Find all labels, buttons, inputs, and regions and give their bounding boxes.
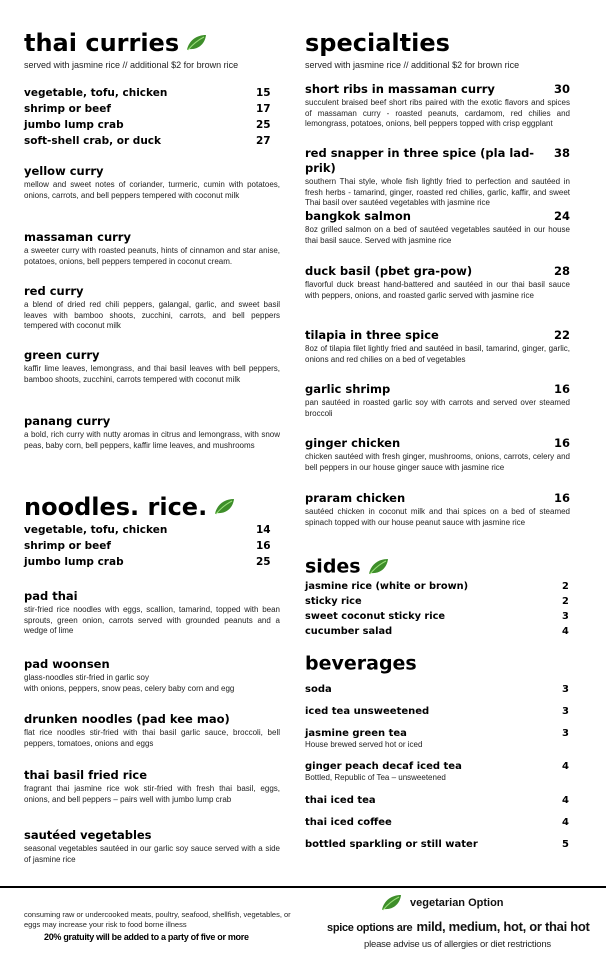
- item-desc: flat rice noodles stir-fried with thai basil garlic sauce, broccoli, bell peppers, tomatoes, onions and eggs: [24, 728, 280, 748]
- item-desc: kaffir lime leaves, lemongrass, and thai basil leaves with bell peppers, bamboo shoots, zucchini, carrots tempered with coconut milk: [24, 364, 280, 384]
- menu-item-garlic-shrimp: [305, 382, 570, 419]
- item-price: 38: [553, 146, 570, 160]
- item-price: 24: [553, 209, 570, 223]
- beverage-row: thai iced tea 4: [305, 795, 569, 806]
- item-desc: southern Thai style, whole fish lightly fried to perfection and sautéed in fresh herbs - tamarind, ginger, roasted red chilies, garlic, kaffir, and sweet Thai basil over sautéed vegetables with jasmine rice: [305, 177, 570, 207]
- noodles-price-list: [24, 522, 280, 570]
- beverage-row: ginger peach decaf iced tea 4 Bottled, Republic of Tea – unsweetened: [305, 761, 569, 782]
- sides-title: sides: [305, 555, 389, 578]
- menu-item-duck-basil: [305, 264, 570, 301]
- curries-price-list: [24, 85, 280, 149]
- item-name: pad thai: [24, 589, 78, 603]
- item-desc: pan sautéed in roasted garlic soy with carrots and served over steamed broccoli: [305, 398, 570, 418]
- item-price: 16: [553, 436, 570, 450]
- side-row: jasmine rice (white or brown) 2: [305, 581, 569, 592]
- item-desc: mellow and sweet notes of coriander, turmeric, cumin with potatoes, onions, carrots, and bell peppers tempered with coconut milk: [24, 180, 280, 200]
- spice-prefix: spice options are: [327, 922, 413, 934]
- side-row: sticky rice 2: [305, 596, 569, 607]
- item-name: red snapper in three spice (pla lad-prik): [305, 146, 535, 175]
- item-name: pad woonsen: [24, 657, 110, 671]
- item-name: short ribs in massaman curry: [305, 82, 495, 96]
- item-desc: sautéed chicken in coconut milk and thai spices on a bed of steamed spinach topped with our house peanut sauce with jasmine rice: [305, 507, 570, 527]
- menu-item-drunken-noodles: [24, 712, 280, 749]
- spice-levels: mild, medium, hot, or thai hot: [416, 919, 590, 934]
- item-name: sautéed vegetables: [24, 828, 152, 842]
- price-row: jumbo lump crab 25: [24, 119, 271, 131]
- item-desc: fragrant thai jasmine rice wok stir-fried with fresh thai basil, eggs, onions, and bell peppers – pairs well with jumbo lump crab: [24, 784, 280, 804]
- beverage-row: thai iced coffee 4: [305, 817, 569, 828]
- item-desc: a blend of dried red chili peppers, galangal, garlic, and sweet basil leaves with bamboo shoots, zucchini, carrots, and bell peppers tempered with coconut milk: [24, 300, 280, 330]
- vegetarian-label: vegetarian Option: [410, 897, 504, 909]
- leaf-icon: [185, 34, 207, 52]
- beverages-title: beverages: [305, 652, 417, 675]
- footer-divider: [0, 886, 606, 888]
- item-desc: 8oz of tilapia filet lightly fried and sautéed in basil, tamarind, ginger, garlic, onions and red chilies on a bed of vegetables: [305, 344, 570, 364]
- menu-item-tilapia: [305, 328, 570, 365]
- item-name: panang curry: [24, 414, 111, 428]
- menu-item-bangkok-salmon: [305, 209, 570, 246]
- allergy-notice: please advise us of allergies or diet restrictions: [364, 939, 551, 950]
- item-desc: glass-noodles stir-fried in garlic soy with onions, peppers, snow peas, celery baby corn and egg: [24, 673, 235, 693]
- item-desc: a bold, rich curry with nutty aromas in citrus and lemongrass, with snow peas, baby corn, bell peppers, kaffir lime leaves, and mushrooms: [24, 430, 280, 450]
- menu-item-yellow-curry: [24, 164, 280, 201]
- item-name: bangkok salmon: [305, 209, 411, 223]
- side-row: sweet coconut sticky rice 3: [305, 611, 569, 622]
- price-row: jumbo lump crab 25: [24, 556, 271, 568]
- specialties-title: specialties: [305, 29, 450, 57]
- item-name: massaman curry: [24, 230, 131, 244]
- item-desc: succulent braised beef short ribs paired with the exotic flavors and spices of massaman curry - roasted peanuts, cardamom, red chilies and lemongrass, potatoes, onions, bell peppers topped with crisp eggplant: [305, 98, 570, 128]
- menu-item-pad-woonsen: [24, 657, 280, 694]
- price-row: soft-shell crab, or duck 27: [24, 135, 271, 147]
- beverage-row: bottled sparkling or still water 5: [305, 839, 569, 850]
- beverage-sub: House brewed served hot or iced: [305, 740, 423, 749]
- price-row: shrimp or beef 17: [24, 103, 271, 115]
- menu-item-pad-thai: [24, 589, 280, 637]
- beverage-sub: Bottled, Republic of Tea – unsweetened: [305, 773, 446, 782]
- specialties-note: served with jasmine rice // additional $2 for brown rice: [305, 60, 520, 70]
- price-row: vegetable, tofu, chicken 15: [24, 87, 271, 99]
- beverage-row: soda 3: [305, 684, 569, 695]
- menu-item-red-curry: [24, 284, 280, 332]
- price-row: vegetable, tofu, chicken 14: [24, 524, 271, 536]
- food-safety-warning: consuming raw or undercooked meats, poultry, seafood, shellfish, vegetables, or eggs may increase your risk to food borne illness: [24, 910, 291, 929]
- price-row: shrimp or beef 16: [24, 540, 271, 552]
- item-name: garlic shrimp: [305, 382, 391, 396]
- leaf-icon: [367, 558, 389, 576]
- leaf-icon: [213, 498, 235, 516]
- menu-item-red-snapper: [305, 146, 570, 209]
- gratuity-notice: 20% gratuity will be added to a party of five or more: [44, 932, 249, 942]
- item-name: drunken noodles (pad kee mao): [24, 712, 230, 726]
- item-desc: seasonal vegetables sautéed in our garlic soy sauce served with a side of jasmine rice: [24, 844, 280, 864]
- menu-item-ginger-chicken: [305, 436, 570, 473]
- item-name: ginger chicken: [305, 436, 401, 450]
- menu-item-praram-chicken: [305, 491, 570, 528]
- item-name: red curry: [24, 284, 84, 298]
- item-name: thai basil fried rice: [24, 768, 147, 782]
- beverage-row: iced tea unsweetened 3: [305, 706, 569, 717]
- curries-title: thai curries: [24, 28, 207, 57]
- side-row: cucumber salad 4: [305, 626, 569, 637]
- item-price: 30: [553, 82, 570, 96]
- item-price: 16: [553, 382, 570, 396]
- beverage-row: jasmine green tea 3 House brewed served hot or iced: [305, 728, 569, 749]
- menu-item-panang-curry: [24, 414, 280, 451]
- leaf-icon: [380, 894, 402, 912]
- item-name: tilapia in three spice: [305, 328, 439, 342]
- item-desc: 8oz grilled salmon on a bed of sautéed vegetables sautéed in our house thai basil sauce. Served with jasmine rice: [305, 225, 570, 245]
- item-price: 28: [553, 264, 570, 278]
- item-price: 16: [553, 491, 570, 505]
- item-desc: flavorful duck breast hand-battered and sautéed in our thai basil sauce with peppers, onions, and roasted garlic served with jasmine rice: [305, 280, 570, 300]
- spice-options: [327, 918, 590, 936]
- item-name: yellow curry: [24, 164, 104, 178]
- item-name: duck basil (pbet gra-pow): [305, 264, 473, 278]
- item-desc: a sweeter curry with roasted peanuts, hints of cinnamon and star anise, potatoes, onions, bell peppers tempered in coconut cream.: [24, 246, 280, 266]
- vegetarian-legend: [380, 894, 504, 912]
- menu-item-thai-basil-fried-rice: [24, 768, 280, 805]
- menu-item-short-ribs: [305, 82, 570, 130]
- menu-item-sauteed-vegetables: [24, 828, 280, 865]
- item-desc: chicken sautéed with fresh ginger, mushrooms, onions, carrots, celery and bell peppers in our house ginger sauce with jasmine rice: [305, 452, 570, 472]
- noodles-title: noodles. rice.: [24, 492, 235, 521]
- item-desc: stir-fried rice noodles with eggs, scallion, tamarind, topped with bean sprouts, green onion, carrots served with grounded peanuts and a wedge of lime: [24, 605, 280, 635]
- item-name: praram chicken: [305, 491, 406, 505]
- curries-note: served with jasmine rice // additional $2 for brown rice: [24, 60, 239, 70]
- item-price: 22: [553, 328, 570, 342]
- menu-item-green-curry: [24, 348, 280, 385]
- menu-item-massaman-curry: [24, 230, 280, 267]
- sides-list: [305, 579, 570, 639]
- item-name: green curry: [24, 348, 100, 362]
